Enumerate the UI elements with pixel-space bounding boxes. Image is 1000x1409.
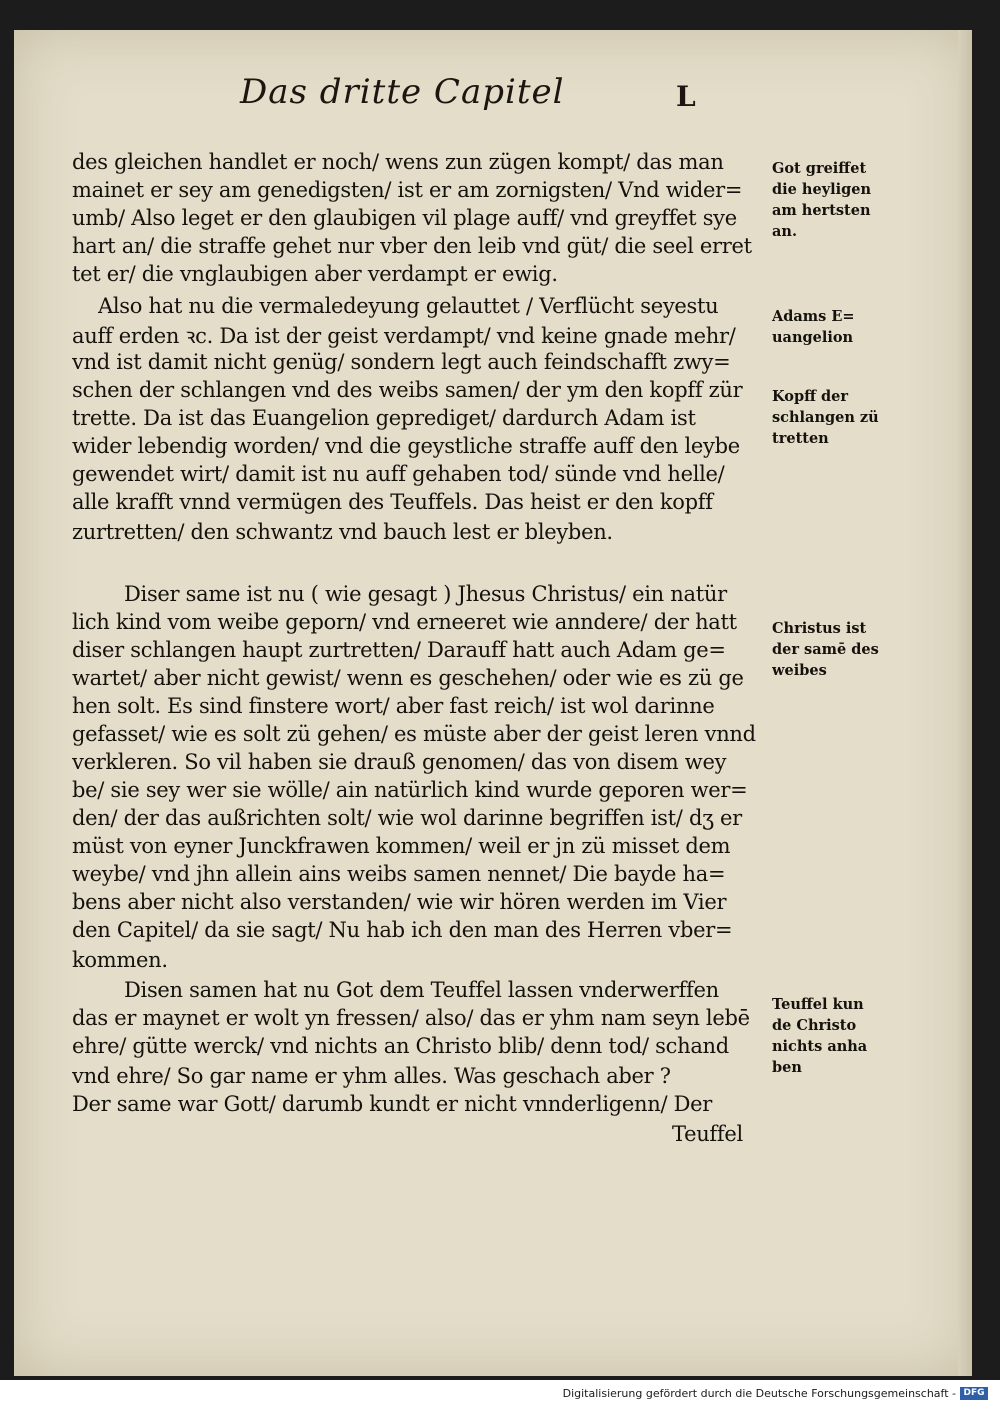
margin-note-line: der samē des xyxy=(772,641,879,658)
margin-note-line: Christus ist xyxy=(772,620,867,637)
body-line: kommen. xyxy=(72,948,168,972)
dfg-logo: DFG xyxy=(960,1387,988,1400)
body-line: den/ der das außrichten solt/ wie wol darinne begriffen ist/ dʒ er xyxy=(72,806,742,830)
body-line: vnd ehre/ So gar name er yhm alles. Was geschach aber ? xyxy=(72,1064,671,1088)
body-line: Der same war Gott/ darumb kundt er nicht vnnderligenn/ Der xyxy=(72,1092,713,1116)
margin-note-line: Adams E= xyxy=(772,308,855,325)
margin-note xyxy=(772,994,892,1078)
margin-note-line: die heyligen xyxy=(772,181,872,198)
body-line: be/ sie sey wer sie wölle/ ain natürlich kind wurde geporen wer= xyxy=(72,778,748,802)
body-line: das er maynet er wolt yn fressen/ also/ das er yhm nam seyn lebē xyxy=(72,1006,750,1030)
margin-note-line: Got greiffet xyxy=(772,160,867,177)
margin-note-line: tretten xyxy=(772,430,829,447)
margin-note xyxy=(772,158,892,242)
running-title: Das dritte Capitel xyxy=(240,72,565,112)
margin-note-line: schlangen zü xyxy=(772,409,879,426)
margin-note-line: Kopff der xyxy=(772,388,849,405)
body-line: vnd ist damit nicht genüg/ sondern legt auch feindschafft zwy= xyxy=(72,350,731,374)
body-line: bens aber nicht also verstanden/ wie wir hören werden im Vier xyxy=(72,890,727,914)
margin-note-line: weibes xyxy=(772,662,827,679)
body-line: wider lebendig worden/ vnd die geystliche straffe auff den leybe xyxy=(72,434,740,458)
margin-note xyxy=(772,618,892,681)
body-line: Also hat nu die vermaledeyung gelauttet / Verflücht seyestu xyxy=(98,294,719,318)
margin-note-line: de Christo xyxy=(772,1017,857,1034)
body-line: ehre/ gütte werck/ vnd nichts an Christo blib/ denn tod/ schand xyxy=(72,1034,729,1058)
funding-credit: Digitalisierung gefördert durch die Deutsche Forschungsgemeinschaft - xyxy=(562,1387,956,1400)
margin-note-line: an. xyxy=(772,223,797,240)
footer-bar xyxy=(0,1380,1000,1409)
body-line: hart an/ die straffe gehet nur vber den leib vnd güt/ die seel erret xyxy=(72,234,752,258)
body-line: gefasset/ wie es solt zü gehen/ es müste aber der geist leren vnnd xyxy=(72,722,756,746)
body-line: diser schlangen haupt zurtretten/ Darauff hatt auch Adam ge= xyxy=(72,638,726,662)
body-line: den Capitel/ da sie sagt/ Nu hab ich den man des Herren vber= xyxy=(72,918,733,942)
body-line: gewendet wirt/ damit ist nu auff gehaben tod/ sünde vnd helle/ xyxy=(72,462,725,486)
body-line: zurtretten/ den schwantz vnd bauch lest er bleyben. xyxy=(72,520,613,544)
folio-number: L xyxy=(676,80,696,113)
body-line: des gleichen handlet er noch/ wens zun zügen kompt/ das man xyxy=(72,150,724,174)
body-line: schen der schlangen vnd des weibs samen/ der ym den kopff zür xyxy=(72,378,743,402)
body-line: Teuffel xyxy=(672,1122,743,1146)
body-line: trette. Da ist das Euangelion geprediget/ dardurch Adam ist xyxy=(72,406,696,430)
margin-note-line: Teuffel kun xyxy=(772,996,864,1013)
body-line: mainet er sey am genedigsten/ ist er am zornigsten/ Vnd wider= xyxy=(72,178,743,202)
body-line: auff erden ꝛc. Da ist der geist verdampt/ vnd keine gnade mehr/ xyxy=(72,324,736,348)
body-line: hen solt. Es sind finstere wort/ aber fast reich/ ist wol darinne xyxy=(72,694,715,718)
margin-note-line: nichts anha xyxy=(772,1038,868,1055)
margin-note xyxy=(772,386,892,449)
body-line: müst von eyner Junckfrawen kommen/ weil er jn zü misset dem xyxy=(72,834,731,858)
body-line: umb/ Also leget er den glaubigen vil plage auff/ vnd greyffet sye xyxy=(72,206,737,230)
page-edge xyxy=(958,30,972,1376)
body-line: lich kind vom weibe geporn/ vnd erneeret wie anndere/ der hatt xyxy=(72,610,737,634)
body-line: alle krafft vnnd vermügen des Teuffels. Das heist er den kopff xyxy=(72,490,713,514)
margin-note-line: am hertsten xyxy=(772,202,871,219)
body-line: wartet/ aber nicht gewist/ wenn es geschehen/ oder wie es zü ge xyxy=(72,666,744,690)
margin-note-line: uangelion xyxy=(772,329,854,346)
margin-note-line: ben xyxy=(772,1059,802,1076)
body-line: verkleren. So vil haben sie drauß genomen/ das von disem wey xyxy=(72,750,727,774)
margin-note xyxy=(772,306,892,348)
body-line: Diser same ist nu ( wie gesagt ) Jhesus Christus/ ein natür xyxy=(124,582,727,606)
body-line: weybe/ vnd jhn allein ains weibs samen nennet/ Die bayde ha= xyxy=(72,862,726,886)
body-line: Disen samen hat nu Got dem Teuffel lassen vnderwerffen xyxy=(124,978,719,1002)
body-line: tet er/ die vnglaubigen aber verdampt er ewig. xyxy=(72,262,558,286)
